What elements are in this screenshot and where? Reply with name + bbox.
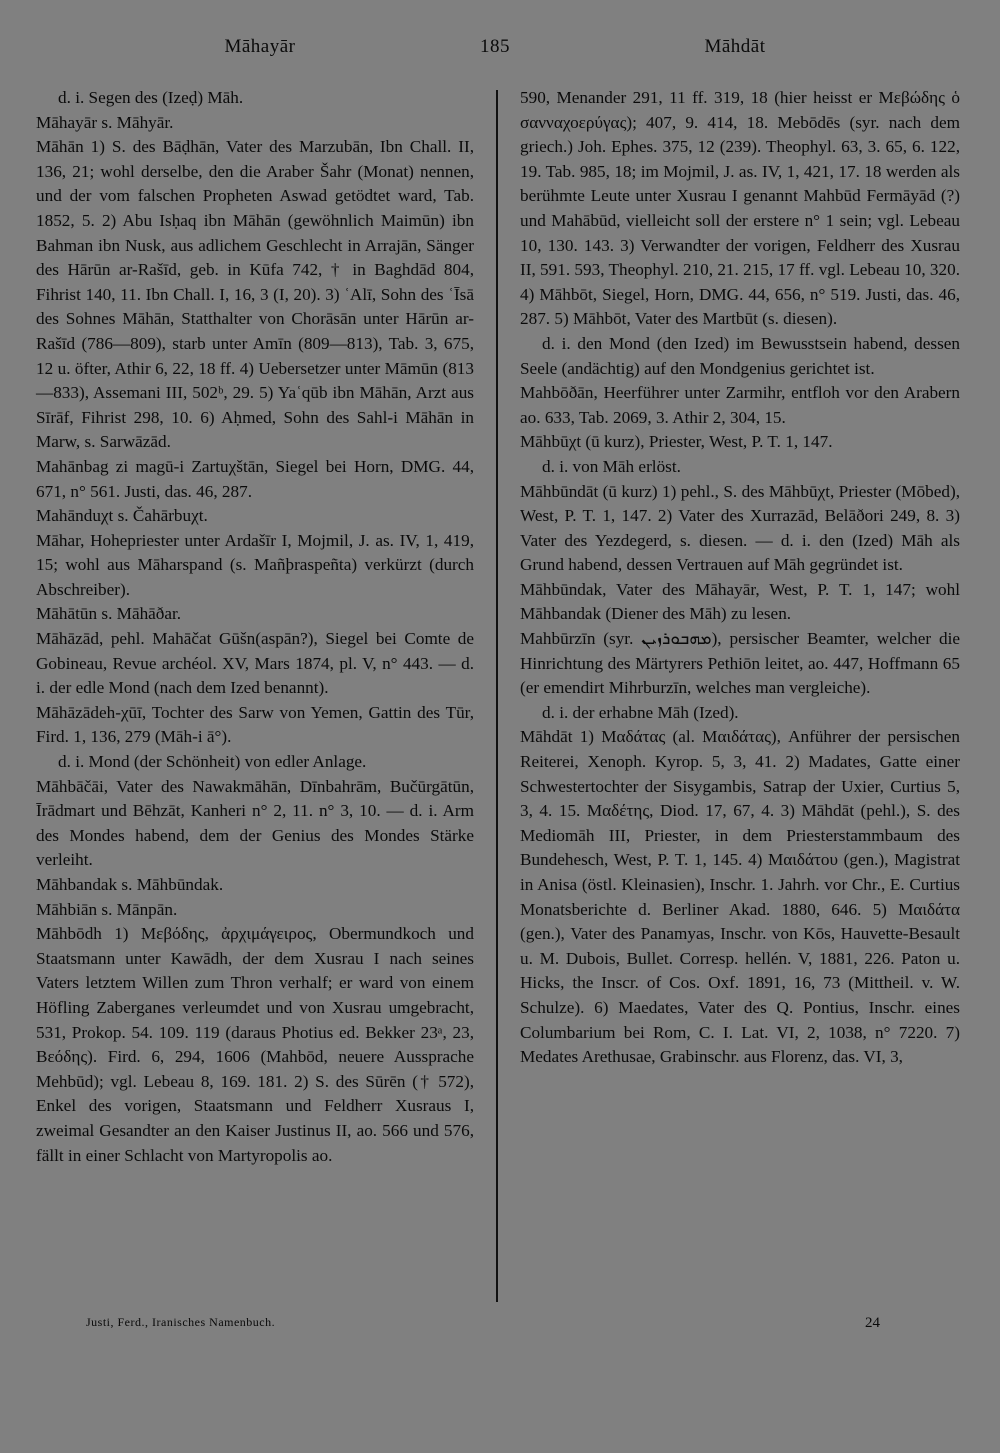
dictionary-entry: Māhbūndak, Vater des Māhayār, West, P. T. 1, 147; wohl Māhbandak (Diener des Māh) zu lesen. [520, 579, 960, 624]
dictionary-entry: Māhbūχt (ū kurz), Priester, West, P. T. 1, 147. [520, 432, 833, 452]
dictionary-entry: d. i. Mond (der Schönheit) von edler Anlage. [58, 752, 367, 772]
dictionary-entry: d. i. Segen des (Izeḍ) Māh. [58, 88, 244, 107]
dictionary-entry: Mahānduχt s. Čahārbuχt. [36, 506, 208, 526]
left-column [36, 86, 474, 1168]
dictionary-entry: Māhāzād, pehl. Mahāčat Gūšn(aspān?), Siegel bei Comte de Gobineau, Revue archéol. XV, Mars 1874, pl. V, n° 443. — d. i. der edle Mond (nach dem Ized benannt). [36, 629, 474, 698]
dictionary-entry: Māhbandak s. Māhbūndak. [36, 875, 224, 894]
dictionary-entry: Māhbāčāi, Vater des Nawakmāhān, Dīnbahrām, Bučūrgātūn, Īrādmart und Bēhzāt, Kanheri n° 2, 11. n° 3, 10. — d. i. Arm des Mondes habend, dem der Genius des Mondes Stärke verleiht. [36, 776, 474, 870]
footer-book-title: Justi, Ferd., Iranisches Namenbuch. [86, 1315, 276, 1329]
running-head-left: Māhayār [224, 36, 296, 57]
dictionary-entry: d. i. von Māh erlöst. [542, 456, 681, 476]
dictionary-entry: Māhayār s. Māhyār. [36, 112, 174, 132]
dictionary-entry: 590, Menander 291, 11 ff. 319, 18 (hier heisst er Μεβώδης ὁ σανναχοερύγας); 407, 9. 414, 18. Mebōdēs (syr. nach dem griech.) Joh. Ephes. 375, 12 (239). Theophyl. 63, 3. 65, 6. 122, 19. Tab. 985, 18; im Mojmil, J. as. IV, 1, 421, 17. 18 werden als berühmte Leute unter Xusrau I genannt Mahbūd Fermāyād (?) und Mahābūd, vielleicht soll der erstere n° 1 sein; vgl. Lebeau 10, 130. 143. 3) Verwandter der vorigen, Feldherr des Xusrau II, 591. 593, Theophyl. 210, 21. 215, 17 ff. vgl. Lebeau 10, 320. 4) Māhbōt, Siegel, Horn, DMG. 44, 656, n° 519. Justi, das. 46, 287. 5) Māhbōt, Vater des Martbūt (s. diesen). [520, 88, 960, 329]
dictionary-entry: Māhāzādeh-χūī, Tochter des Sarw von Yemen, Gattin des Tūr, Fird. 1, 136, 279 (Māh-i ā°). [36, 702, 474, 747]
right-column [520, 86, 960, 1070]
dictionary-entry: Māhbōdh 1) Μεβόδης, ἀρχιμάγειρος, Obermundkoch und Staatsmann unter Kawādh, der dem Xusrau I nach seines Vaters letztem Willen zum Thron verhalf; er ward von einem Höfling Zaberganes verleumdet und von Xusrau umgebracht, 531, Prokop. 54. 109. 119 (daraus Photius ed. Bekker 23ᵃ, 23, Βεόδης). Fird. 6, 294, 1606 (Mahbōd, neuere Aussprache Mehbūd); vgl. Lebeau 8, 169. 181. 2) S. des Sūrēn († 572), Enkel des vorigen, Staatsmann und Feldherr Xusraus I, zweimal Gesandter an den Kaiser Justinus II, ao. 566 und 576, fällt in einer Schlacht von Martyropolis ao. [36, 924, 474, 1165]
dictionary-entry: Mahbūrzīn (syr. ܡܗܒܘܪܙܝܢ), persischer Beamter, welcher die Hinrichtung des Märtyrers Pethiōn leitet, ao. 447, Hoffmann 65 (er emendirt Mihrburzīn, welches man vergleiche). [520, 629, 960, 698]
dictionary-entry: Māhān 1) S. des Bāḍhān, Vater des Marzubān, Ibn Chall. II, 136, 21; wohl derselbe, den die Araber Šahr (Monat) nennen, und der vom falschen Propheten Aswad getödtet ward, Tab. 1852, 5. 2) Abu Isḥaq ibn Māhān (gewöhnlich Maimūn) ibn Bahman ibn Nusk, aus adlichem Geschlecht in Arrajān, Sänger des Hārūn ar-Rašīd, geb. in Kūfa 742, † in Baghdād 804, Fihrist 140, 11. Ibn Chall. I, 16, 3 (I, 20). 3) ʿAlī, Sohn des ʿĪsā des Sohnes Māhān, Statthalter von Chorāsān unter Hārūn ar-Rašīd (786—809), starb unter Amīn (809—813), Tab. 3, 675, 12 u. öfter, Athir 6, 22, 18 ff. 4) Uebersetzer unter Māmūn (813—833), Assemani III, 502ᵇ, 29. 5) Yaʿqūb ibn Māhān, Arzt aus Sīrāf, Fihrist 298, 10. 6) Aḥmed, Sohn des Sahl-i Māhān in Marw, s. Sarwāzād. [36, 137, 474, 452]
dictionary-entry: Mahbōðān, Heerführer unter Zarmihr, entfloh vor den Arabern ao. 633, Tab. 2069, 3. Athir 2, 304, 15. [520, 383, 960, 427]
dictionary-entry: d. i. der erhabne Māh (Ized). [542, 702, 739, 722]
dictionary-entry: d. i. den Mond (den Ized) im Bewusstsein habend, dessen Seele (andächtig) auf den Mondgenius gerichtet ist. [520, 333, 960, 378]
dictionary-entry: Māhdāt 1) Μαδάτας (al. Μαιδάτας), Anführer der persischen Reiterei, Xenoph. Kyrop. 5, 3, 41. 2) Madates, Gatte einer Schwestertochter der Sisygambis, Satrap der Uxier, Curtius 5, 3, 4. 15. Μαδέτης, Diod. 17, 67, 4. 3) Māhdāt (pehl.), S. des Mediomāh III, Priester, in dem Priesterstammbaum des Bundehesch, West, P. T. 1, 145. 4) Μαιδάτου (gen.), Magistrat in Anisa (östl. Kleinasien), Inschr. 1. Jahrh. vor Chr., E. Curtius Monatsberichte d. Berliner Akad. 1880, 646. 5) Μαιδάτα (gen.), Vater des Panamyas, Inschr. von Kōs, Hauvette-Besault u. M. Dubois, Bullet. Corresp. hellén. V, 1881, 226. Paton u. Hicks, the Inscr. of Cos. Oxf. 1891, 16, 73 (Mittheil. v. W. Schulze). 6) Maedates, Vater des Q. Pontius, Inschr. eines Columbarium bei Rom, C. I. Lat. VI, 2, 1038, n° 7220. 7) Medates Arethusae, Grabinschr. aus Florenz, das. VI, 3, [520, 727, 960, 1067]
dictionary-entry: Mahānbag zi magū-i Zartuχštān, Siegel bei Horn, DMG. 44, 671, n° 561. Justi, das. 46, 287. [36, 456, 474, 501]
column-divider [496, 90, 498, 1302]
dictionary-entry: Māhar, Hohepriester unter Ardašīr I, Mojmil, J. as. IV, 1, 419, 15; wohl aus Māharspand (s. Mañϸraspeñta) verkürzt (durch Abschreiber). [36, 530, 474, 599]
running-head [0, 36, 1000, 66]
running-head-right: Māhdāt [704, 36, 766, 57]
dictionary-entry: Māhbiān s. Mānpān. [36, 899, 178, 919]
dictionary-entry: Māhbūndāt (ū kurz) 1) pehl., S. des Māhbūχt, Priester (Mōbed), West, P. T. 1, 147. 2) Vater des Xurrazād, Belāðori 249, 8. 3) Vater des Yezdegerd, s. diesen. — d. i. den (Ized) Māh als Grund habend, dessen Vertrauen auf Māh gegründet ist. [520, 481, 960, 575]
page-number: 185 [480, 36, 510, 57]
dictionary-entry: Māhātūn s. Māhāðar. [36, 604, 182, 624]
footer-signature: 24 [865, 1315, 880, 1331]
